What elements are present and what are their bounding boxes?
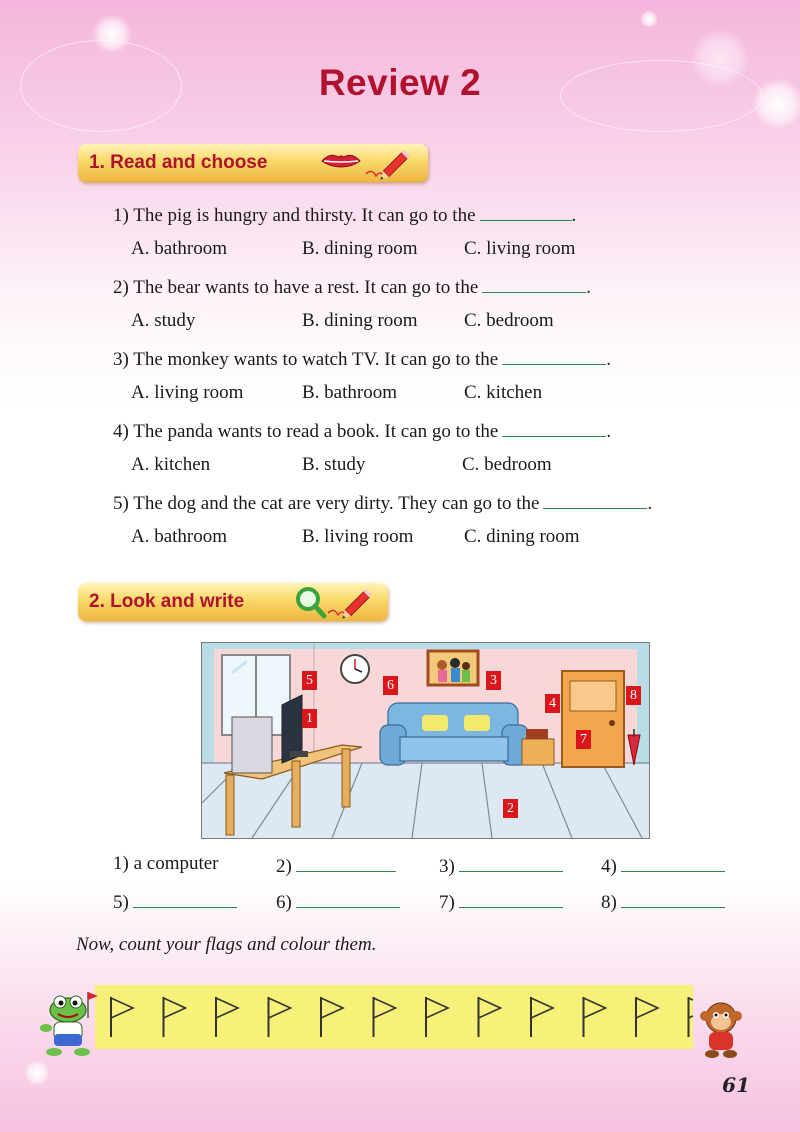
answer-blank[interactable] <box>296 889 400 908</box>
scene-label-7: 7 <box>576 730 591 749</box>
option-c[interactable]: C. living room <box>464 238 576 259</box>
scene-label-5: 5 <box>302 671 317 690</box>
frog-mascot-icon <box>40 988 98 1058</box>
answer-3: 3) <box>439 853 563 878</box>
flag-outline-icon[interactable] <box>374 997 396 1037</box>
question-text: 4) The panda wants to read a book. It can go to the <box>113 421 499 442</box>
answer-blank[interactable] <box>482 274 586 293</box>
option-c[interactable]: C. bedroom <box>464 310 554 331</box>
section2-heading: 2. Look and write <box>89 591 245 612</box>
flag-outline-icon[interactable] <box>269 997 291 1037</box>
question-text: 5) The dog and the cat are very dirty. They can go to the <box>113 493 540 514</box>
scene-label-6: 6 <box>383 676 398 695</box>
question-3: 3) The monkey wants to watch TV. It can go to the . <box>113 346 611 371</box>
section2-banner <box>78 583 388 621</box>
flag-outline-icon[interactable] <box>164 997 186 1037</box>
answer-blank[interactable] <box>502 346 606 365</box>
option-c[interactable]: C. kitchen <box>464 382 543 403</box>
flag-outline-icon[interactable] <box>216 997 238 1037</box>
question-4: 4) The panda wants to read a book. It can go to the . <box>113 418 611 443</box>
question-2: 2) The bear wants to have a rest. It can go to the . <box>113 274 591 299</box>
question-text: 3) The monkey wants to watch TV. It can go to the <box>113 349 499 370</box>
option-a[interactable]: A. living room <box>131 382 244 403</box>
scene-label-8: 8 <box>626 686 641 705</box>
question-text: 1) The pig is hungry and thirsty. It can go to the <box>113 205 476 226</box>
answer-8: 8) <box>601 889 725 914</box>
living-room-illustration <box>201 642 650 839</box>
question-1: 1) The pig is hungry and thirsty. It can go to the . <box>113 202 576 227</box>
option-c[interactable]: C. bedroom <box>462 454 552 475</box>
flag-outline-icon[interactable] <box>111 997 133 1037</box>
monkey-mascot-icon <box>696 998 746 1060</box>
flag-outline-icon[interactable] <box>321 997 343 1037</box>
page-title: Review 2 <box>318 62 482 103</box>
option-a[interactable]: A. bathroom <box>131 526 228 547</box>
option-a[interactable]: A. kitchen <box>131 454 211 475</box>
flag-outline-icon[interactable] <box>689 997 694 1037</box>
answer-blank[interactable] <box>459 853 563 872</box>
option-a[interactable]: A. bathroom <box>131 238 228 259</box>
section1-banner <box>78 144 428 182</box>
answer-blank[interactable] <box>543 490 647 509</box>
decor-bubble <box>640 10 658 28</box>
answer-blank[interactable] <box>459 889 563 908</box>
answer-5: 5) <box>113 889 237 914</box>
option-b[interactable]: B. bathroom <box>302 382 397 403</box>
answer-blank[interactable] <box>296 853 396 872</box>
option-b[interactable]: B. living room <box>302 526 414 547</box>
scene-label-4: 4 <box>545 694 560 713</box>
question-5: 5) The dog and the cat are very dirty. They can go to the . <box>113 490 652 515</box>
lips-pencil-icon <box>320 146 420 182</box>
flag-outline-icon[interactable] <box>531 997 553 1037</box>
flags-row <box>95 985 693 1049</box>
flag-outline-icon[interactable] <box>479 997 501 1037</box>
flag-outline-icon[interactable] <box>584 997 606 1037</box>
flag-outline-icon[interactable] <box>426 997 448 1037</box>
scene-label-2: 2 <box>503 799 518 818</box>
decor-bubble <box>24 1060 50 1086</box>
answer-4: 4) <box>601 853 725 878</box>
scene-label-1: 1 <box>302 709 317 728</box>
answer-blank[interactable] <box>133 889 237 908</box>
scene-label-3: 3 <box>486 671 501 690</box>
flag-outline-icon[interactable] <box>636 997 658 1037</box>
answer-2: 2) <box>276 853 396 878</box>
option-a[interactable]: A. study <box>131 310 196 331</box>
answer-1-text: a computer <box>133 853 219 874</box>
flag-bar <box>95 985 693 1049</box>
magnifier-pencil-icon <box>292 585 382 621</box>
answer-7: 7) <box>439 889 563 914</box>
option-b[interactable]: B. study <box>302 454 366 475</box>
flag-instruction: Now, count your flags and colour them. <box>76 934 377 955</box>
answer-blank[interactable] <box>480 202 572 221</box>
answer-1: 1) a computer <box>113 853 219 874</box>
option-c[interactable]: C. dining room <box>464 526 580 547</box>
answer-blank[interactable] <box>621 889 725 908</box>
option-b[interactable]: B. dining room <box>302 310 418 331</box>
answer-blank[interactable] <box>621 853 725 872</box>
answer-blank[interactable] <box>502 418 606 437</box>
section1-heading: 1. Read and choose <box>89 152 268 173</box>
answer-6: 6) <box>276 889 400 914</box>
page-number: 61 <box>722 1073 750 1097</box>
option-b[interactable]: B. dining room <box>302 238 418 259</box>
question-text: 2) The bear wants to have a rest. It can go to the <box>113 277 479 298</box>
